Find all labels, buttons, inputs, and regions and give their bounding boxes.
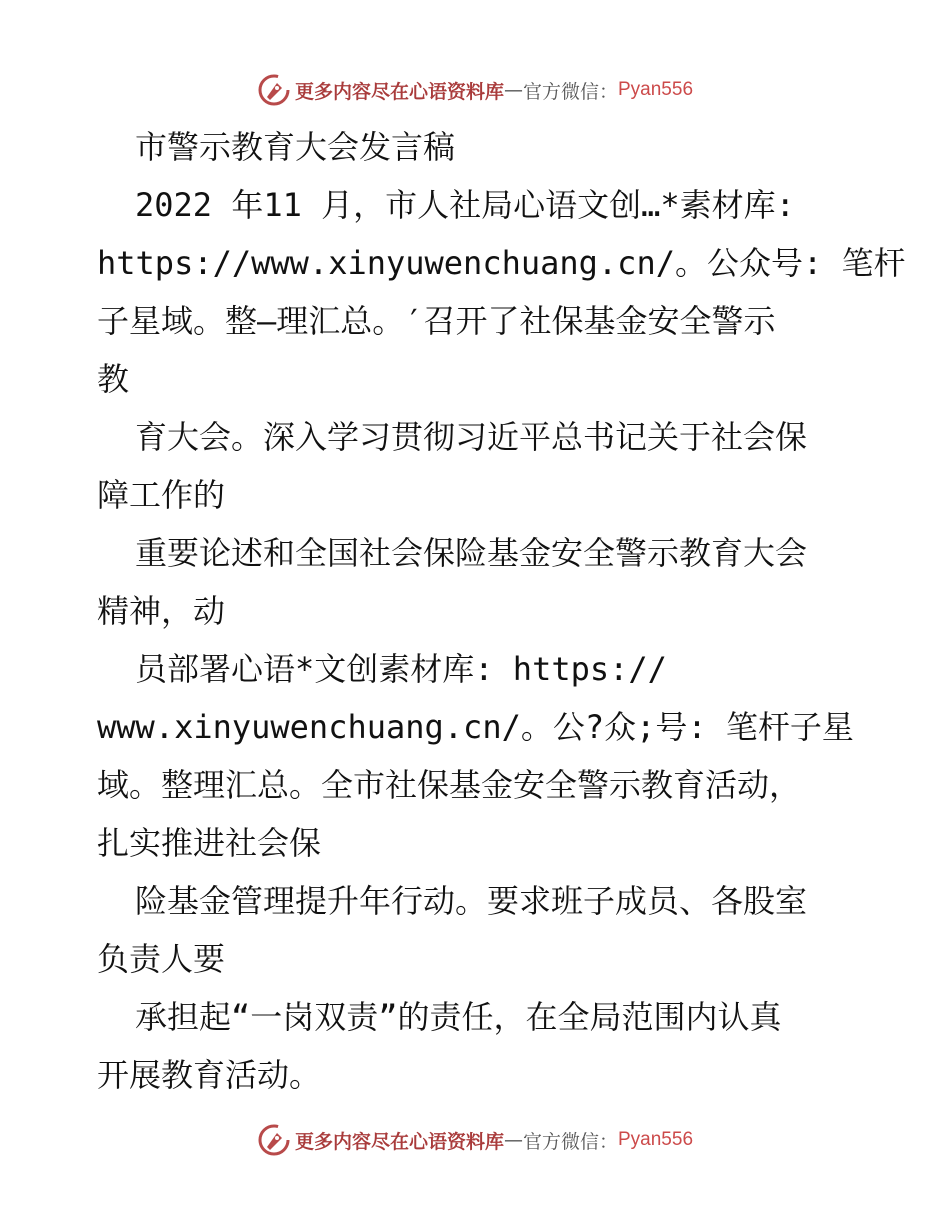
banner-account-id: Pyan556	[618, 79, 694, 100]
doc-title: 市警示教育大会发言稿	[135, 128, 456, 166]
document-body	[97, 118, 906, 1104]
banner-main-text: 更多内容尽在心语资料库	[294, 80, 504, 103]
doc-line: www.xinyuwenchuang.cn/。公?众;号: 笔杆子星	[97, 708, 854, 746]
doc-line: 精神，动	[97, 592, 226, 630]
banner-official-label: 官方微信：	[522, 1130, 618, 1153]
doc-line: 2022 年11 月，市人社局心语文创…*素材库:	[135, 186, 795, 224]
pen-nib-logo-icon	[257, 1123, 291, 1157]
header-banner	[0, 70, 950, 110]
footer-banner	[0, 1120, 950, 1160]
doc-line: 负责人要	[97, 940, 226, 978]
doc-line: 域。整理汇总。全市社保基金安全警示教育活动，	[97, 766, 802, 804]
doc-line: 重要论述和全国社会保险基金安全警示教育大会	[135, 534, 808, 572]
doc-line: 障工作的	[97, 476, 226, 514]
banner-official-label: 官方微信：	[522, 80, 618, 103]
pen-nib-logo-icon	[257, 73, 291, 107]
doc-line: 承担起“一岗双责”的责任，在全局范围内认真	[135, 998, 782, 1036]
banner-account-id: Pyan556	[618, 1129, 694, 1150]
doc-line: https://www.xinyuwenchuang.cn/。公众号: 笔杆	[97, 244, 906, 282]
doc-line: 扎实推进社会保	[97, 824, 322, 862]
banner-main-text: 更多内容尽在心语资料库	[294, 1130, 504, 1153]
doc-line: 育大会。深入学习贯彻习近平总书记关于社会保	[135, 418, 808, 456]
doc-line: 员部署心语*文创素材库: https://	[135, 650, 667, 688]
doc-line: 教	[97, 360, 130, 398]
banner-separator: —	[503, 1129, 523, 1151]
doc-line: 险基金管理提升年行动。要求班子成员、各股室	[135, 882, 808, 920]
banner-separator: —	[503, 79, 523, 101]
doc-line: 子星域。整—理汇总。′召开了社保基金安全警示	[97, 302, 776, 340]
doc-line: 开展教育活动。	[97, 1056, 322, 1094]
